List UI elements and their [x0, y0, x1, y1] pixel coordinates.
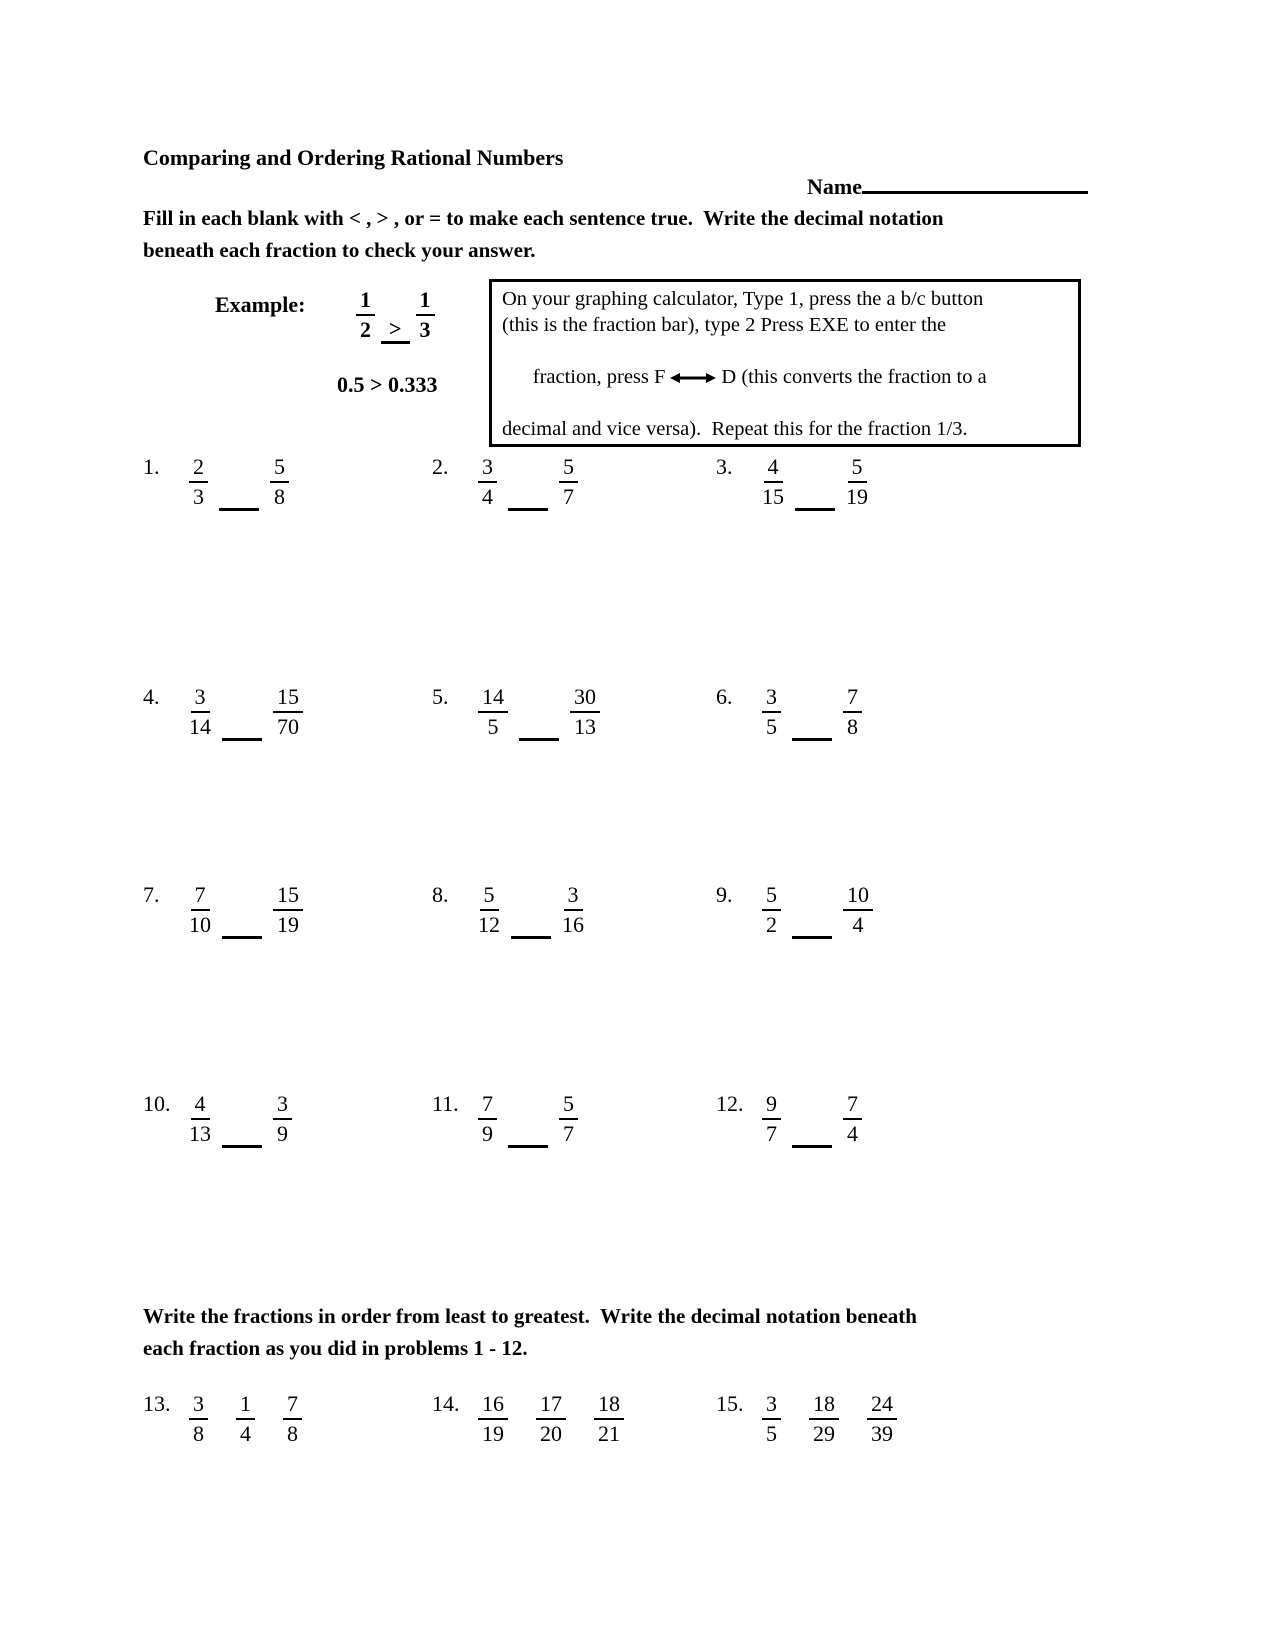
fraction — [570, 685, 600, 739]
numerator: 10 — [843, 883, 873, 911]
problem-6 — [716, 685, 862, 739]
problem-number: 10. — [143, 1091, 171, 1116]
numerator: 5 — [559, 1092, 578, 1120]
answer-blank[interactable] — [511, 936, 551, 939]
numerator: 3 — [762, 685, 781, 713]
fraction — [478, 883, 500, 937]
calc-note-line4: decimal and vice versa). Repeat this for the fraction 1/3. — [502, 418, 968, 440]
numerator: 3 — [189, 1392, 208, 1420]
numerator: 9 — [762, 1092, 781, 1120]
problem-number: 1. — [143, 454, 160, 479]
fraction — [809, 1392, 839, 1446]
numerator: 3 — [273, 1092, 292, 1120]
denominator: 20 — [540, 1421, 562, 1446]
example-fraction-2 — [416, 288, 435, 342]
denominator: 15 — [762, 484, 784, 509]
fraction — [762, 1392, 781, 1446]
answer-blank[interactable] — [222, 738, 262, 741]
numerator: 3 — [478, 455, 497, 483]
fraction — [562, 883, 584, 937]
denominator: 5 — [766, 1421, 777, 1446]
denominator: 70 — [277, 714, 299, 739]
problem-number: 12. — [716, 1091, 744, 1116]
fraction — [478, 1092, 497, 1146]
fraction — [478, 685, 508, 739]
answer-blank[interactable] — [792, 1145, 832, 1148]
double-arrow-icon — [670, 372, 716, 384]
problem-8 — [432, 883, 584, 937]
answer-blank[interactable] — [508, 1145, 548, 1148]
answer-blank[interactable] — [508, 508, 548, 511]
example-decimal-check: 0.5 > 0.333 — [337, 372, 438, 397]
denominator: 29 — [813, 1421, 835, 1446]
denominator: 7 — [563, 1121, 574, 1146]
answer-blank[interactable] — [519, 738, 559, 741]
fraction — [846, 455, 868, 509]
denominator: 7 — [563, 484, 574, 509]
denominator: 3 — [193, 484, 204, 509]
numerator: 16 — [478, 1392, 508, 1420]
name-label: Name — [807, 174, 862, 199]
instructions-compare-line1: Fill in each blank with < , > , or = to make each sentence true. Write the decimal notation — [143, 206, 944, 230]
problem-13 — [143, 1392, 302, 1446]
problem-3 — [716, 455, 868, 509]
example-comparison — [356, 288, 435, 342]
denominator: 5 — [487, 714, 499, 739]
numerator: 1 — [356, 288, 375, 316]
calc-note-line2: (this is the fraction bar), type 2 Press EXE to enter the — [502, 314, 947, 336]
denominator: 5 — [766, 714, 777, 739]
denominator: 4 — [852, 912, 864, 937]
fraction — [867, 1392, 897, 1446]
numerator: 24 — [867, 1392, 897, 1420]
problem-1 — [143, 455, 289, 509]
numerator: 7 — [191, 883, 210, 911]
problem-4 — [143, 685, 303, 739]
fraction — [189, 1392, 208, 1446]
fraction — [762, 685, 781, 739]
fraction — [762, 883, 781, 937]
problem-number: 4. — [143, 684, 160, 709]
denominator: 8 — [287, 1421, 298, 1446]
problem-14 — [432, 1392, 624, 1446]
denominator: 39 — [871, 1421, 893, 1446]
numerator: 7 — [283, 1392, 302, 1420]
numerator: 1 — [236, 1392, 255, 1420]
numerator: 30 — [570, 685, 600, 713]
answer-blank[interactable] — [795, 508, 835, 511]
fraction — [843, 685, 862, 739]
numerator: 3 — [762, 1392, 781, 1420]
answer-blank[interactable] — [792, 936, 832, 939]
example-fraction-1 — [356, 288, 375, 342]
numerator: 14 — [478, 685, 508, 713]
problem-11 — [432, 1092, 578, 1146]
problem-12 — [716, 1092, 862, 1146]
denominator: 19 — [482, 1421, 504, 1446]
example-relation-symbol: > — [381, 317, 410, 344]
problem-number: 3. — [716, 454, 733, 479]
numerator: 4 — [191, 1092, 210, 1120]
denominator: 3 — [419, 317, 431, 342]
problem-15 — [716, 1392, 897, 1446]
problem-10 — [143, 1092, 292, 1146]
numerator: 3 — [191, 685, 210, 713]
denominator: 16 — [562, 912, 584, 937]
numerator: 7 — [843, 685, 862, 713]
problem-number: 13. — [143, 1391, 171, 1416]
problem-7 — [143, 883, 303, 937]
numerator: 17 — [536, 1392, 566, 1420]
problem-9 — [716, 883, 873, 937]
denominator: 10 — [189, 912, 211, 937]
problem-number: 15. — [716, 1391, 744, 1416]
problem-number: 2. — [432, 454, 449, 479]
fraction — [273, 883, 303, 937]
instructions-order-line2: each fraction as you did in problems 1 - 12. — [143, 1336, 528, 1360]
problem-number: 9. — [716, 882, 733, 907]
numerator: 4 — [764, 455, 783, 483]
fraction — [536, 1392, 566, 1446]
problem-number: 11. — [432, 1091, 459, 1116]
denominator: 4 — [847, 1121, 858, 1146]
name-blank[interactable] — [862, 171, 1088, 194]
problem-number: 8. — [432, 882, 449, 907]
numerator: 5 — [848, 455, 867, 483]
numerator: 5 — [480, 883, 499, 911]
denominator: 2 — [360, 317, 371, 342]
calc-note-line1: On your graphing calculator, Type 1, press the a b/c button — [502, 288, 984, 310]
denominator: 8 — [847, 714, 858, 739]
fraction — [478, 455, 497, 509]
fraction — [559, 1092, 578, 1146]
numerator: 15 — [273, 685, 303, 713]
numerator: 7 — [478, 1092, 497, 1120]
fraction — [273, 1092, 292, 1146]
denominator: 13 — [189, 1121, 211, 1146]
fraction — [843, 1092, 862, 1146]
numerator: 18 — [809, 1392, 839, 1420]
problem-2 — [432, 455, 578, 509]
denominator: 12 — [478, 912, 500, 937]
fraction — [270, 455, 289, 509]
denominator: 9 — [482, 1121, 493, 1146]
numerator: 15 — [273, 883, 303, 911]
problem-number: 5. — [432, 684, 449, 709]
answer-blank[interactable] — [222, 1145, 262, 1148]
denominator: 9 — [277, 1121, 288, 1146]
problem-number: 14. — [432, 1391, 460, 1416]
fraction — [189, 455, 208, 509]
fraction — [843, 883, 873, 937]
fraction — [283, 1392, 302, 1446]
instructions-compare-line2: beneath each fraction to check your answer. — [143, 238, 536, 262]
answer-blank[interactable] — [222, 936, 262, 939]
fraction — [189, 685, 211, 739]
numerator: 7 — [843, 1092, 862, 1120]
denominator: 8 — [193, 1421, 204, 1446]
denominator: 19 — [846, 484, 868, 509]
instructions-order-line1: Write the fractions in order from least to greatest. Write the decimal notation beneath — [143, 1304, 917, 1328]
calc-note-line3 — [502, 338, 1068, 416]
fraction — [189, 1092, 211, 1146]
numerator: 2 — [189, 455, 208, 483]
example-label: Example: — [215, 292, 306, 317]
denominator: 8 — [274, 484, 285, 509]
numerator: 18 — [594, 1392, 624, 1420]
fraction — [559, 455, 578, 509]
numerator: 1 — [416, 288, 435, 316]
calculator-instructions-box — [489, 279, 1081, 447]
denominator: 19 — [277, 912, 299, 937]
denominator: 4 — [482, 484, 493, 509]
denominator: 7 — [766, 1121, 777, 1146]
fraction — [762, 1092, 781, 1146]
fraction — [478, 1392, 508, 1446]
fraction — [594, 1392, 624, 1446]
page-title: Comparing and Ordering Rational Numbers — [143, 145, 564, 170]
fraction — [236, 1392, 255, 1446]
denominator: 14 — [189, 714, 211, 739]
problem-number: 6. — [716, 684, 733, 709]
problem-number: 7. — [143, 882, 160, 907]
calc-note-line3-before: fraction, press F — [532, 366, 666, 388]
fraction — [762, 455, 784, 509]
problem-5 — [432, 685, 600, 739]
fraction — [273, 685, 303, 739]
denominator: 2 — [766, 912, 777, 937]
numerator: 5 — [559, 455, 578, 483]
numerator: 3 — [564, 883, 583, 911]
numerator: 5 — [762, 883, 781, 911]
answer-blank[interactable] — [219, 508, 259, 511]
denominator: 4 — [240, 1421, 251, 1446]
denominator: 21 — [598, 1421, 620, 1446]
answer-blank[interactable] — [792, 738, 832, 741]
calc-note-line3-after: D (this converts the fraction to a — [721, 366, 987, 388]
fraction — [189, 883, 211, 937]
denominator: 13 — [574, 714, 596, 739]
numerator: 5 — [270, 455, 289, 483]
